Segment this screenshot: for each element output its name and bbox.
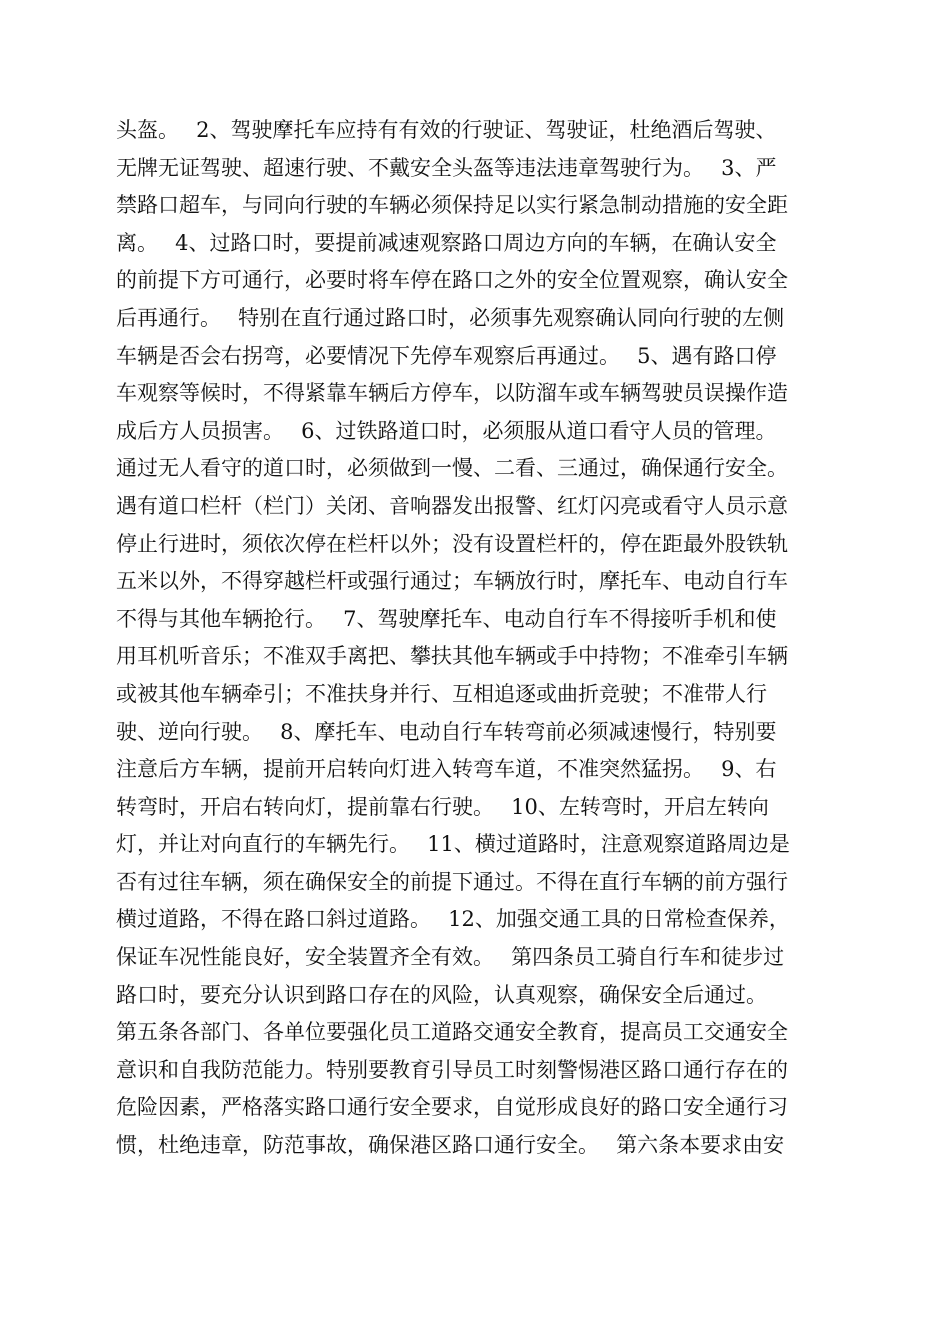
text-line: 头盔。 2、驾驶摩托车应持有有效的行驶证、驾驶证，杜绝酒后驾驶、 [116, 118, 777, 142]
text-line: 禁路口超车，与同向行驶的车辆必须保持足以实行紧急制动措施的安全距 [116, 193, 788, 218]
text-line: 转弯时，开启右转向灯，提前靠右行驶。 10、左转弯时，开启左转向 [116, 794, 769, 819]
text-line: 遇有道口栏杆（栏门）关闭、音响器发出报警、红灯闪亮或看守人员示意 [116, 493, 788, 518]
text-line: 的前提下方可通行，必要时将车停在路口之外的安全位置观察，确认安全 [116, 268, 788, 293]
text-line: 意识和自我防范能力。特别要教育引导员工时刻警惕港区路口通行存在的 [116, 1057, 788, 1082]
text-line: 五米以外，不得穿越栏杆或强行通过；车辆放行时，摩托车、电动自行车 [116, 569, 788, 594]
text-line: 横过道路，不得在路口斜过道路。 12、加强交通工具的日常检查保养， [116, 907, 790, 932]
text-line: 车观察等候时，不得紧靠车辆后方停车，以防溜车或车辆驾驶员误操作造 [116, 381, 788, 406]
text-line: 驶、逆向行驶。 8、摩托车、电动自行车转弯前必须减速慢行，特别要 [116, 719, 777, 744]
text-line: 成后方人员损害。 6、过铁路道口时，必须服从道口看守人员的管理。 [116, 418, 777, 443]
text-line: 无牌无证驾驶、超速行驶、不戴安全头盔等违法违章驾驶行为。 3、严 [116, 155, 777, 180]
text-line: 第五条各部门、各单位要强化员工道路交通安全教育，提高员工交通安全 [116, 1020, 788, 1045]
document-body-text [116, 112, 836, 1165]
text-line: 后再通行。 特别在直行通过路口时，必须事先观察确认同向行驶的左侧 [116, 305, 785, 330]
text-line: 车辆是否会右拐弯，必要情况下先停车观察后再通过。 5、遇有路口停 [116, 343, 777, 368]
text-line: 保证车况性能良好，安全装置齐全有效。 第四条员工骑自行车和徒步过 [116, 945, 785, 970]
text-line: 危险因素，严格落实路口通行安全要求，自觉形成良好的路口安全通行习 [116, 1095, 788, 1120]
text-line: 注意后方车辆，提前开启转向灯进入转弯车道，不准突然猛拐。 9、右 [116, 757, 777, 782]
text-line: 惯，杜绝违章，防范事故，确保港区路口通行安全。 第六条本要求由安 [116, 1133, 785, 1158]
text-line: 路口时，要充分认识到路口存在的风险，认真观察，确保安全后通过。 [116, 982, 767, 1007]
text-line: 离。 4、过路口时，要提前减速观察路口周边方向的车辆，在确认安全 [116, 230, 777, 255]
text-line: 或被其他车辆牵引；不准扶身并行、互相追逐或曲折竞驶；不准带人行 [116, 681, 767, 706]
text-line: 通过无人看守的道口时，必须做到一慢、二看、三通过，确保通行安全。 [116, 456, 788, 481]
text-line: 停止行进时，须依次停在栏杆以外；没有设置栏杆的，停在距最外股铁轨 [116, 531, 788, 556]
text-line: 否有过往车辆，须在确保安全的前提下通过。不得在直行车辆的前方强行 [116, 869, 788, 894]
text-line: 不得与其他车辆抢行。 7、驾驶摩托车、电动自行车不得接听手机和使 [116, 606, 777, 631]
text-line: 用耳机听音乐；不准双手离把、攀扶其他车辆或手中持物；不准牵引车辆 [116, 644, 788, 669]
text-line: 灯，并让对向直行的车辆先行。 11、横过道路时，注意观察道路周边是 [116, 832, 790, 857]
